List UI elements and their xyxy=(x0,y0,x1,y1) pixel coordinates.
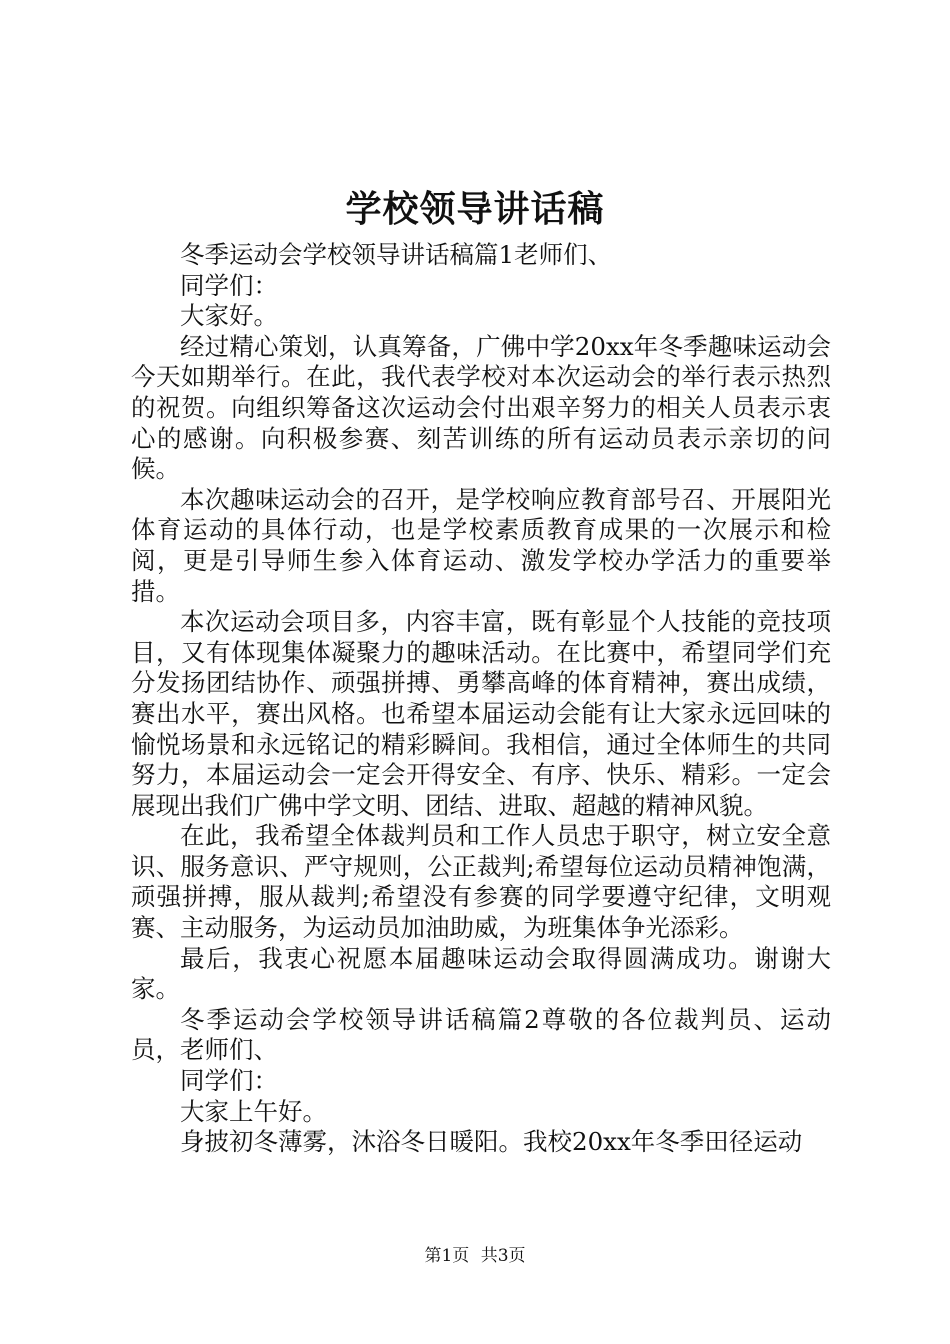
paragraph: 经过精心策划，认真筹备，广佛中学20xx年冬季趣味运动会今天如期举行。在此，我代表学校对本次运动会的举行表示热烈的祝贺。向组织筹备这次运动会付出艰辛努力的相关人员表示衷心的感谢。向积极参赛、刻苦训练的所有运动员表示亲切的问候。 xyxy=(131,331,831,484)
paragraph: 同学们： xyxy=(180,1066,278,1096)
paragraph: 最后，我衷心祝愿本届趣味运动会取得圆满成功。谢谢大家。 xyxy=(131,943,831,1004)
document-title: 学校领导讲话稿 xyxy=(345,188,605,230)
paragraph: 大家上午好。 xyxy=(180,1096,327,1126)
paragraph: 冬季运动会学校领导讲话稿篇1老师们、 xyxy=(180,240,613,269)
paragraph: 本次运动会项目多，内容丰富，既有彰显个人技能的竞技项目，又有体现集体凝聚力的趣味活动。在比赛中，希望同学们充分发扬团结协作、顽强拼搏、勇攀高峰的体育精神，赛出成绩，赛出水平，赛出风格。也希望本届运动会能有让大家永远回味的愉悦场景和永远铭记的精彩瞬间。我相信，通过全体师生的共同努力，本届运动会一定会开得安全、有序、快乐、精彩。一定会展现出我们广佛中学文明、团结、进取、超越的精神风貌。 xyxy=(131,607,831,820)
paragraph: 同学们： xyxy=(180,270,278,300)
page-total: 共3页 xyxy=(480,1246,526,1266)
paragraph: 本次趣味运动会的召开，是学校响应教育部号召、开展阳光体育运动的具体行动，也是学校素质教育成果的一次展示和检阅，更是引导师生参入体育运动、激发学校办学活力的重要举措。 xyxy=(131,484,831,606)
paragraph: 身披初冬薄雾，沐浴冬日暖阳。我校20xx年冬季田径运动 xyxy=(180,1127,803,1157)
document-body xyxy=(131,240,831,1158)
paragraph: 冬季运动会学校领导讲话稿篇2尊敬的各位裁判员、运动员，老师们、 xyxy=(131,1004,831,1065)
paragraph: 大家好。 xyxy=(180,301,278,331)
paragraph: 在此，我希望全体裁判员和工作人员忠于职守，树立安全意识、服务意识、严守规则，公正裁判;希望每位运动员精神饱满，顽强拼搏，服从裁判;希望没有参赛的同学要遵守纪律，文明观赛、主动服务，为运动员加油助威，为班集体争光添彩。 xyxy=(131,821,831,943)
page-footer xyxy=(0,1245,950,1267)
page-number: 第1页 xyxy=(424,1246,470,1266)
